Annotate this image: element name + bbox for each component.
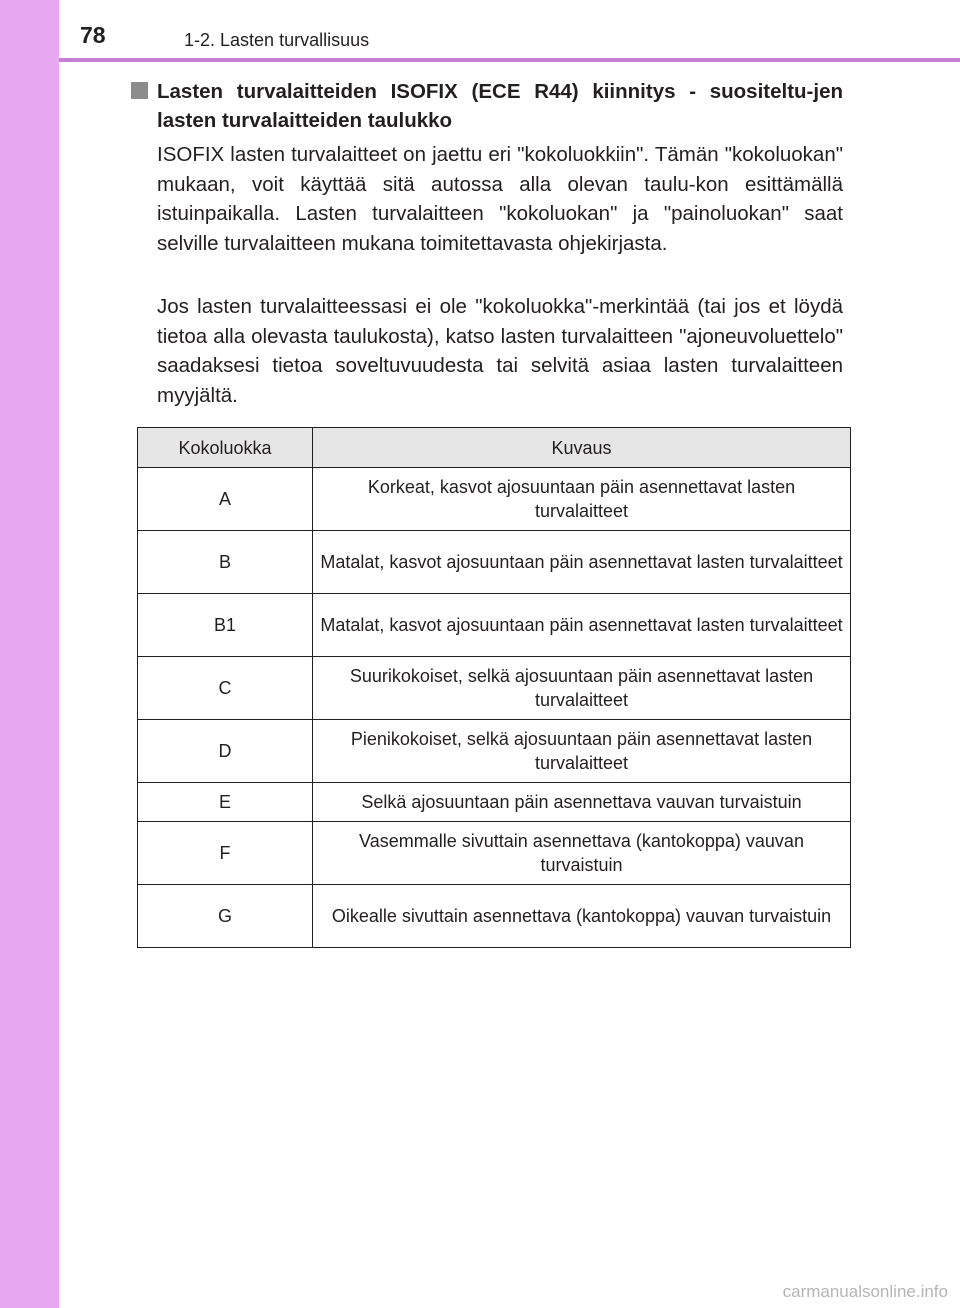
page-number: 78 bbox=[80, 22, 106, 48]
class-cell: B bbox=[138, 531, 313, 594]
page-sidebar-band bbox=[0, 0, 59, 1308]
description-cell: Matalat, kasvot ajosuuntaan päin asennettavat lasten turvalaitteet bbox=[313, 531, 851, 594]
subsection-heading bbox=[131, 77, 843, 135]
description-cell: Korkeat, kasvot ajosuuntaan päin asennettavat lasten turvalaitteet bbox=[313, 468, 851, 531]
size-class-table bbox=[137, 427, 851, 948]
class-cell: B1 bbox=[138, 594, 313, 657]
table-row bbox=[138, 468, 851, 531]
class-cell: E bbox=[138, 783, 313, 822]
table-row bbox=[138, 531, 851, 594]
table-row bbox=[138, 822, 851, 885]
description-cell: Pienikokoiset, selkä ajosuuntaan päin asennettavat lasten turvalaitteet bbox=[313, 720, 851, 783]
column-header-class: Kokoluokka bbox=[138, 428, 313, 468]
table-row bbox=[138, 594, 851, 657]
class-cell: G bbox=[138, 885, 313, 948]
square-bullet-icon bbox=[131, 82, 148, 99]
description-cell: Suurikokoiset, selkä ajosuuntaan päin asennettavat lasten turvalaitteet bbox=[313, 657, 851, 720]
class-cell: A bbox=[138, 468, 313, 531]
table-row bbox=[138, 885, 851, 948]
table-row bbox=[138, 720, 851, 783]
paragraph-kokoluokka-intro: ISOFIX lasten turvalaitteet on jaettu eri "kokoluokkiin". Tämän "kokoluokan" mukaan, voit käyttää sitä autossa alla olevan taulu-kon esittämällä istuinpaikalla. Lasten turvalaitteen "kokoluokan" ja "painoluokan" saat selville turvalaitteen mukana toimitettavasta ohjekirjasta. bbox=[157, 143, 843, 255]
description-cell: Oikealle sivuttain asennettava (kantokoppa) vauvan turvaistuin bbox=[313, 885, 851, 948]
class-cell: C bbox=[138, 657, 313, 720]
section-title: 1-2. Lasten turvallisuus bbox=[184, 30, 370, 50]
table-row bbox=[138, 657, 851, 720]
table-header-row bbox=[138, 428, 851, 468]
header-divider bbox=[59, 58, 960, 62]
table-row bbox=[138, 783, 851, 822]
description-cell: Vasemmalle sivuttain asennettava (kantokoppa) vauvan turvaistuin bbox=[313, 822, 851, 885]
description-cell: Selkä ajosuuntaan päin asennettava vauvan turvaistuin bbox=[313, 783, 851, 822]
paragraph-no-marking: Jos lasten turvalaitteessasi ei ole "kokoluokka"-merkintää (tai jos et löydä tietoa alla olevasta taulukosta), katso lasten turvalaitteen "ajoneuvoluettelo" saadaksesi tietoa soveltuvuudesta tai selvitä asiaa lasten turvalaitteen myyjältä. bbox=[157, 295, 843, 407]
class-cell: D bbox=[138, 720, 313, 783]
class-cell: F bbox=[138, 822, 313, 885]
description-cell: Matalat, kasvot ajosuuntaan päin asennettavat lasten turvalaitteet bbox=[313, 594, 851, 657]
heading-text: Lasten turvalaitteiden ISOFIX (ECE R44) kiinnitys - suositeltu-jen lasten turvalaitteiden taulukko bbox=[157, 80, 843, 132]
watermark-footer: carmanualsonline.info bbox=[782, 1282, 948, 1301]
column-header-description: Kuvaus bbox=[313, 428, 851, 468]
